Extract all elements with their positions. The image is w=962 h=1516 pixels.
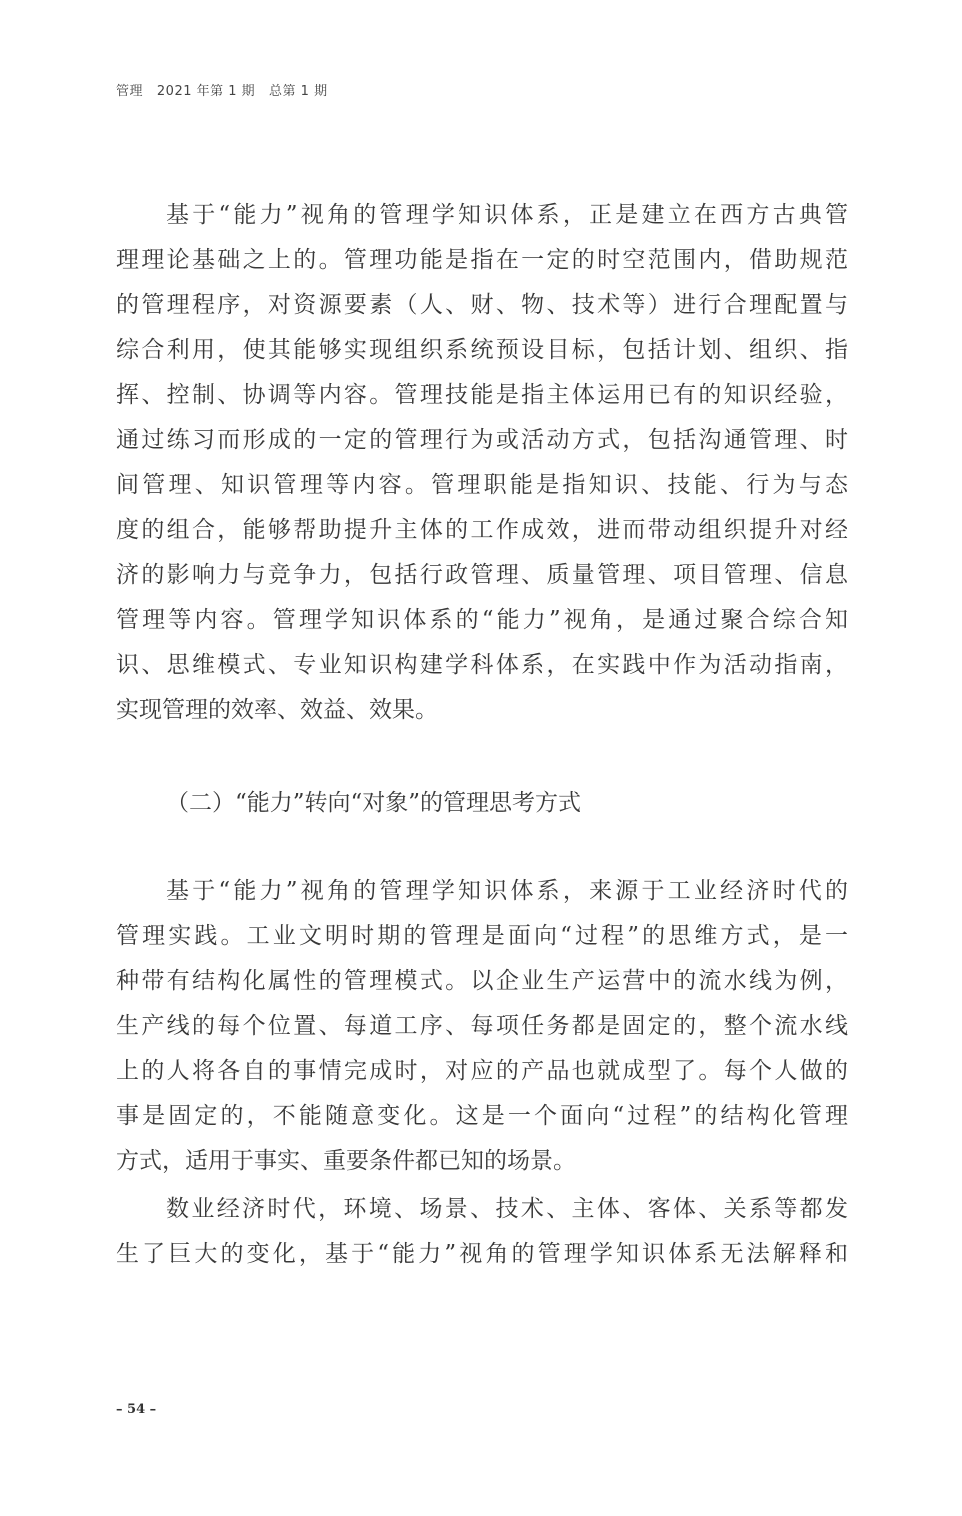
paragraph-line: 上的人将各自的事情完成时，对应的产品也就成型了。每个人做的 xyxy=(116,1058,848,1084)
page-number: – 54 – xyxy=(116,1402,157,1417)
paragraph-line: 管理等内容。管理学知识体系的“能力”视角，是通过聚合综合知 xyxy=(116,607,848,633)
paragraph-line: 通过练习而形成的一定的管理行为或活动方式，包括沟通管理、时 xyxy=(116,427,848,453)
paragraph-line: 挥、控制、协调等内容。管理技能是指主体运用已有的知识经验， xyxy=(116,382,848,408)
paragraph-line: 方式，适用于事实、重要条件都已知的场景。 xyxy=(116,1148,576,1174)
paragraph-line: 间管理、知识管理等内容。管理职能是指知识、技能、行为与态 xyxy=(116,472,848,498)
paragraph-line: 实现管理的效率、效益、效果。 xyxy=(116,697,438,723)
running-header: 管理 2021 年第 1 期 总第 1 期 xyxy=(116,84,328,99)
paragraph-line: 综合利用，使其能够实现组织系统预设目标，包括计划、组织、指 xyxy=(116,337,848,363)
paragraph-line: 的管理程序，对资源要素（人、财、物、技术等）进行合理配置与 xyxy=(116,292,848,318)
paragraph-line: 基于“能力”视角的管理学知识体系，正是建立在西方古典管 xyxy=(166,202,848,228)
paragraph-line: 理理论基础之上的。管理功能是指在一定的时空范围内，借助规范 xyxy=(116,247,848,273)
paragraph-line: 生了巨大的变化，基于“能力”视角的管理学知识体系无法解释和 xyxy=(116,1241,848,1267)
paragraph-line: 基于“能力”视角的管理学知识体系，来源于工业经济时代的 xyxy=(166,878,848,904)
paragraph-line: 济的影响力与竞争力，包括行政管理、质量管理、项目管理、信息 xyxy=(116,562,848,588)
paragraph-line: 度的组合，能够帮助提升主体的工作成效，进而带动组织提升对经 xyxy=(116,517,848,543)
paragraph-line: 种带有结构化属性的管理模式。以企业生产运营中的流水线为例， xyxy=(116,968,848,994)
paragraph-line: 事是固定的，不能随意变化。这是一个面向“过程”的结构化管理 xyxy=(116,1103,848,1129)
paragraph-line: 生产线的每个位置、每道工序、每项任务都是固定的，整个流水线 xyxy=(116,1013,848,1039)
section-heading: （二）“能力”转向“对象”的管理思考方式 xyxy=(166,790,582,816)
paragraph-line: 数业经济时代，环境、场景、技术、主体、客体、关系等都发 xyxy=(166,1196,848,1222)
paragraph-line: 识、思维模式、专业知识构建学科体系，在实践中作为活动指南， xyxy=(116,652,848,678)
paragraph-line: 管理实践。工业文明时期的管理是面向“过程”的思维方式，是一 xyxy=(116,923,848,949)
